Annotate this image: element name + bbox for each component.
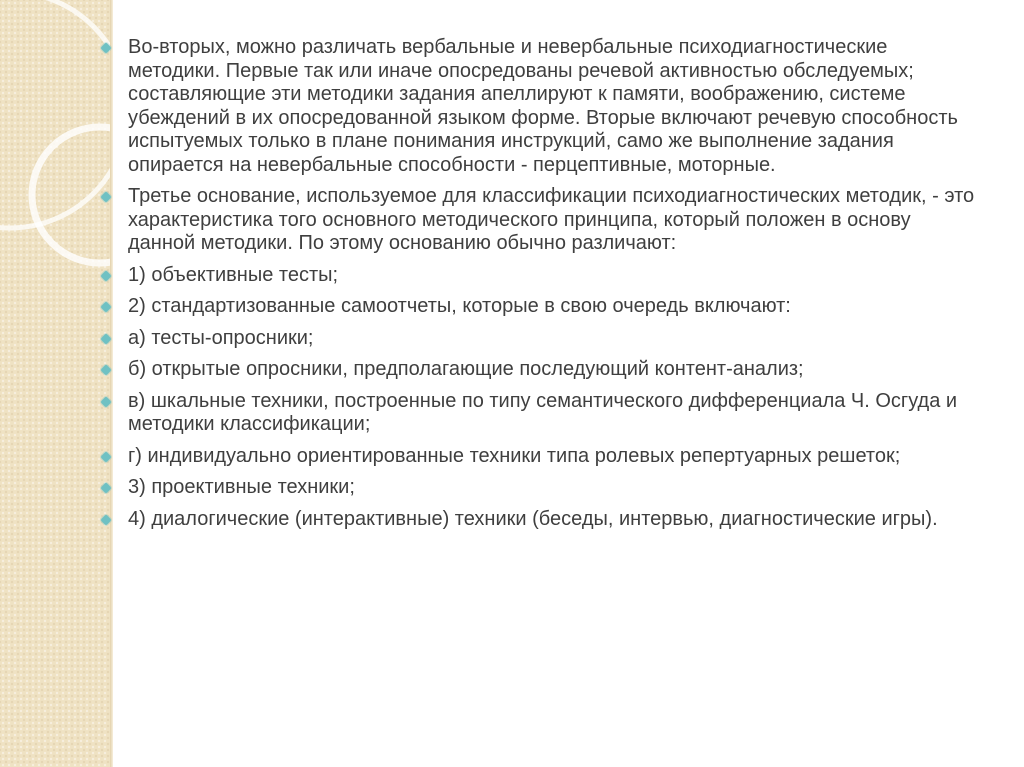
list-item-text: г) индивидуально ориентированные техники типа ролевых репертуарных решеток; (128, 444, 901, 467)
bullet-marker-icon (100, 301, 111, 312)
bullet-marker-icon (100, 364, 111, 375)
list-item (100, 185, 980, 256)
bullet-marker-icon (100, 42, 111, 53)
slide-content (100, 36, 980, 539)
list-item-text: 3) проективные техники; (128, 476, 355, 498)
bullet-marker-icon (100, 396, 111, 407)
large-ring (0, 0, 112, 228)
bullet-list (100, 36, 980, 531)
list-item-text: 4) диалогические (интерактивные) техники (беседы, интервью, диагностические игры). (128, 507, 938, 530)
bullet-marker-icon (100, 514, 111, 525)
list-item (100, 390, 980, 437)
list-item (100, 476, 980, 500)
list-item (100, 264, 980, 288)
list-item-text: Во-вторых, можно различать вербальные и невербальные психодиагностические методики. Первые так или иначе опосредованы речевой активностью обследуемых; составляющие эти методики задания апеллируют к памяти, воображению, системе убеждений в их опосредованной языком форме. Вторые включают речевую способность испытуемых только в плане понимания инструкций, само же выполнение задания опирается на невербальные способности - перцептивные, моторные. (128, 36, 958, 176)
list-item (100, 508, 980, 532)
bullet-marker-icon (100, 482, 111, 493)
list-item (100, 36, 980, 177)
bullet-marker-icon (100, 191, 111, 202)
decorative-rings (0, 0, 112, 767)
list-item (100, 295, 980, 319)
list-item-text: в) шкальные техники, построенные по типу семантического дифференциала Ч. Осгуда и методики классификации; (128, 389, 958, 435)
list-item-text: а) тесты-опросники; (128, 326, 314, 349)
list-item (100, 358, 980, 382)
list-item-text: 2) стандартизованные самоотчеты, которые в свою очередь включают: (128, 295, 791, 317)
bullet-marker-icon (100, 270, 111, 281)
list-item-text: 1) объективные тесты; (128, 263, 339, 286)
list-item (100, 445, 980, 469)
list-item-text: Третье основание, используемое для классификации психодиагностических методик, - это характеристика того основного методического принципа, который положен в основу данной методики. По этому основанию обычно различают: (128, 185, 975, 254)
decorative-side-band (0, 0, 112, 767)
bullet-marker-icon (100, 333, 111, 344)
list-item-text: б) открытые опросники, предполагающие последующий контент-анализ; (128, 358, 804, 380)
list-item (100, 327, 980, 351)
bullet-marker-icon (100, 451, 111, 462)
